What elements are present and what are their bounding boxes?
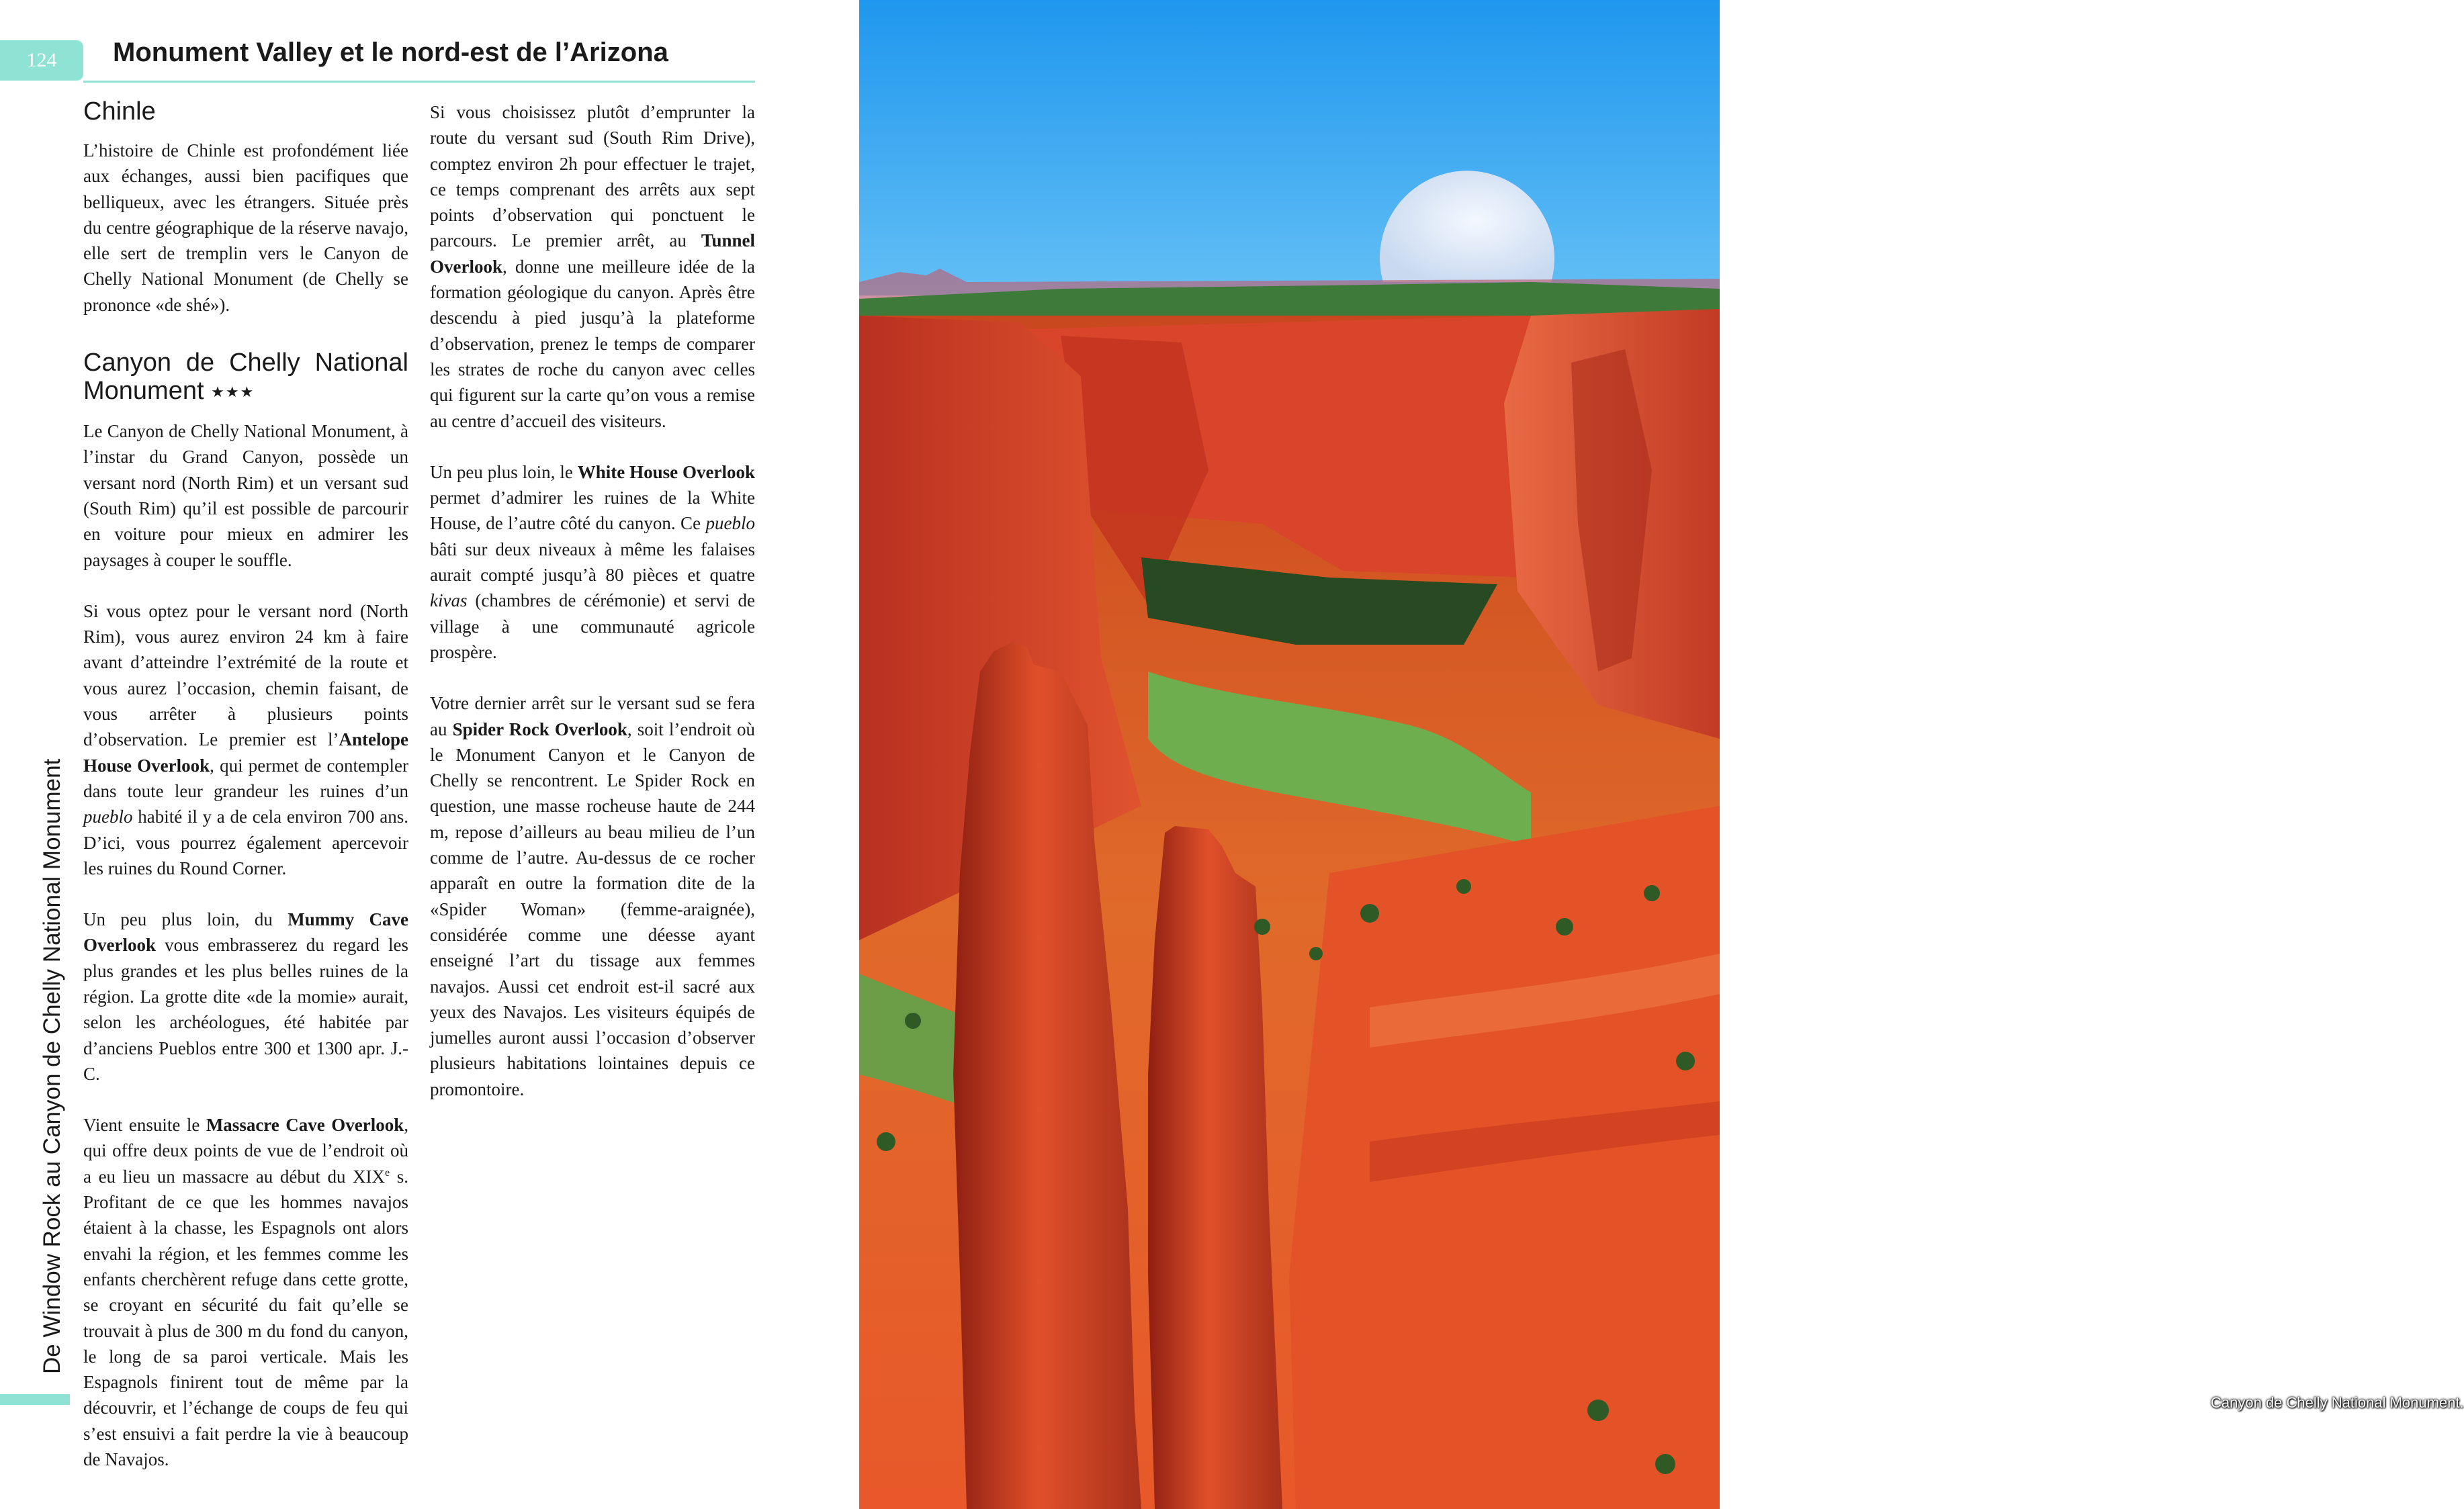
text-run: bâti sur deux niveaux à même les falaises aurait compté jusqu’à 80 pièces et quatre xyxy=(430,539,755,586)
text-run: Vient ensuite le xyxy=(83,1115,206,1136)
text-column-1 xyxy=(83,97,408,1472)
paragraph-massacre-cave xyxy=(83,1112,408,1472)
paragraph-spider-rock xyxy=(430,690,755,1102)
superscript-e: e xyxy=(385,1167,390,1179)
text-run: , qui permet de contempler dans toute leur grandeur les ruines d’un xyxy=(83,755,408,801)
rating-stars: ★★★ xyxy=(211,383,255,401)
text-run: vous embrasserez du regard les plus grandes et les plus belles ruines de la région. La grotte dite «de la momie» aurait, selon les archéologues, été habitée par d’anciens Pueblos entre 300 et 1300 apr. J.-C. xyxy=(83,935,408,1084)
text-run: permet d’admirer les ruines de la White House, de l’autre côté du canyon. Ce xyxy=(430,488,755,534)
side-accent-bar xyxy=(0,1394,70,1405)
chapter-title: Monument Valley et le nord-est de l’Arizona xyxy=(113,38,668,67)
paragraph-north-rim xyxy=(83,598,408,881)
sky xyxy=(859,0,1720,295)
term-pueblo: pueblo xyxy=(83,807,133,827)
canyon-photo-illustration xyxy=(859,0,1720,1509)
text-run: , donne une meilleure idée de la formation géologique du canyon. Après être descendu à pied jusqu’à la plateforme d’observation, prenez le temps de comparer les strates de roche du canyon avec celles qui figurent sur la carte qu’on vous a remise au centre d’accueil des visiteurs. xyxy=(430,256,755,431)
photo-caption: Canyon de Chelly National Monument. xyxy=(2211,1394,2464,1411)
section-heading-canyon-text: Canyon de Chelly National Monument xyxy=(83,349,408,406)
place-massacre-cave-overlook: Massacre Cave Overlook xyxy=(206,1115,404,1136)
paragraph-canyon-intro: Le Canyon de Chelly National Monument, à l’instar du Grand Canyon, possède un versant nord (North Rim) et un versant sud (South Rim) qu’il est possible de parcourir en voiture pour mieux en admirer les paysages à couper le souffle. xyxy=(83,421,408,570)
place-spider-rock-overlook: Spider Rock Overlook xyxy=(452,719,627,739)
side-running-title: De Window Rock au Canyon de Chelly National Monument xyxy=(39,758,65,1374)
text-run: , soit l’endroit où le Monument Canyon et le Canyon de Chelly se rencontrent. Le Spider Rock en question, une masse rocheuse haute de 244 m, repose d’ailleurs au beau milieu de l’un comme de l’autre. Au-dessus de ce rocher apparaît en outre la formation dite de la «Spider Woman» (femme-araignée), considérée comme une déesse ayant enseigné l’art du tissage aux femmes navajos. Aussi cet endroit est-il sacré aux yeux des Navajos. Les visiteurs équipés de jumelles auront aussi l’occasion d’observer plusieurs habitations lointaines depuis ce promontoire. xyxy=(430,719,756,1099)
section-heading-chinle: Chinle xyxy=(83,97,156,126)
text-column-2 xyxy=(430,99,755,1102)
canyon-photo xyxy=(859,0,2464,1509)
text-run: Si vous choisissez plutôt d’emprunter la route du versant sud (South Rim Drive), comptez environ 2h pour effectuer le trajet, ce temps comprenant des arrêts aux sept points d’observation qui ponctuent le parcours. Le premier arrêt, au xyxy=(430,102,755,251)
left-page xyxy=(0,0,859,1509)
paragraph-chinle: L’histoire de Chinle est profondément liée aux échanges, aussi bien pacifiques que belliqueux, avec les étrangers. Située près du centre géographique de la réserve navajo, elle sert de tremplin vers le Canyon de Chelly National Monument (de Chelly se prononce «de shé»). xyxy=(83,140,408,315)
text-run: Votre dernier arrêt sur le versant sud se fera au xyxy=(430,693,755,739)
place-white-house-overlook: White House Overlook xyxy=(577,461,755,482)
term-pueblo: pueblo xyxy=(705,513,755,534)
header-rule xyxy=(83,81,755,83)
place-antelope-house-overlook: Antelope House Overlook xyxy=(83,729,408,776)
text-run: Un peu plus loin, du xyxy=(83,909,288,930)
place-tunnel-overlook: Tunnel Overlook xyxy=(430,230,755,277)
text-run: Si vous optez pour le versant nord (North Rim), vous aurez environ 24 km à faire avant d’atteindre l’extrémité de la route et vous aurez l’occasion, chemin faisant, de vous arrêter à plusieurs points d’observation. Le premier est l’ xyxy=(83,600,408,750)
paragraph-south-rim xyxy=(430,99,755,434)
place-mummy-cave-overlook: Mummy Cave Overlook xyxy=(83,909,408,956)
paragraph-white-house xyxy=(430,459,755,665)
text-run: (chambres de cérémonie) et servi de village à une communauté agricole prospère. xyxy=(430,590,755,662)
text-run: habité il y a de cela environ 700 ans. D’ici, vous pourrez également apercevoir les ruines du Round Corner. xyxy=(83,807,408,878)
section-heading-canyon xyxy=(83,349,408,406)
paragraph-mummy-cave xyxy=(83,907,408,1087)
text-run: s. Profitant de ce que les hommes navajos étaient à la chasse, les Espagnols ont alors envahi la région, et les femmes comme les enfants cherchèrent refuge dans cette grotte, se croyant en sécurité du fait qu’elle se trouvait à plus de 300 m du fond du canyon, le long de sa paroi verticale. Mais les Espagnols finirent tout de même par la découvrir, et l’échange de coups de feu qui s’est ensuivi a fait perdre la vie à beaucoup de Navajos. xyxy=(83,1166,408,1470)
term-kivas: kivas xyxy=(430,590,468,611)
page-number: 124 xyxy=(26,49,57,71)
text-run: , qui offre deux points de vue de l’endroit où a eu lieu un massacre au début du XIX xyxy=(83,1115,409,1187)
text-run: Un peu plus loin, le xyxy=(430,461,578,482)
